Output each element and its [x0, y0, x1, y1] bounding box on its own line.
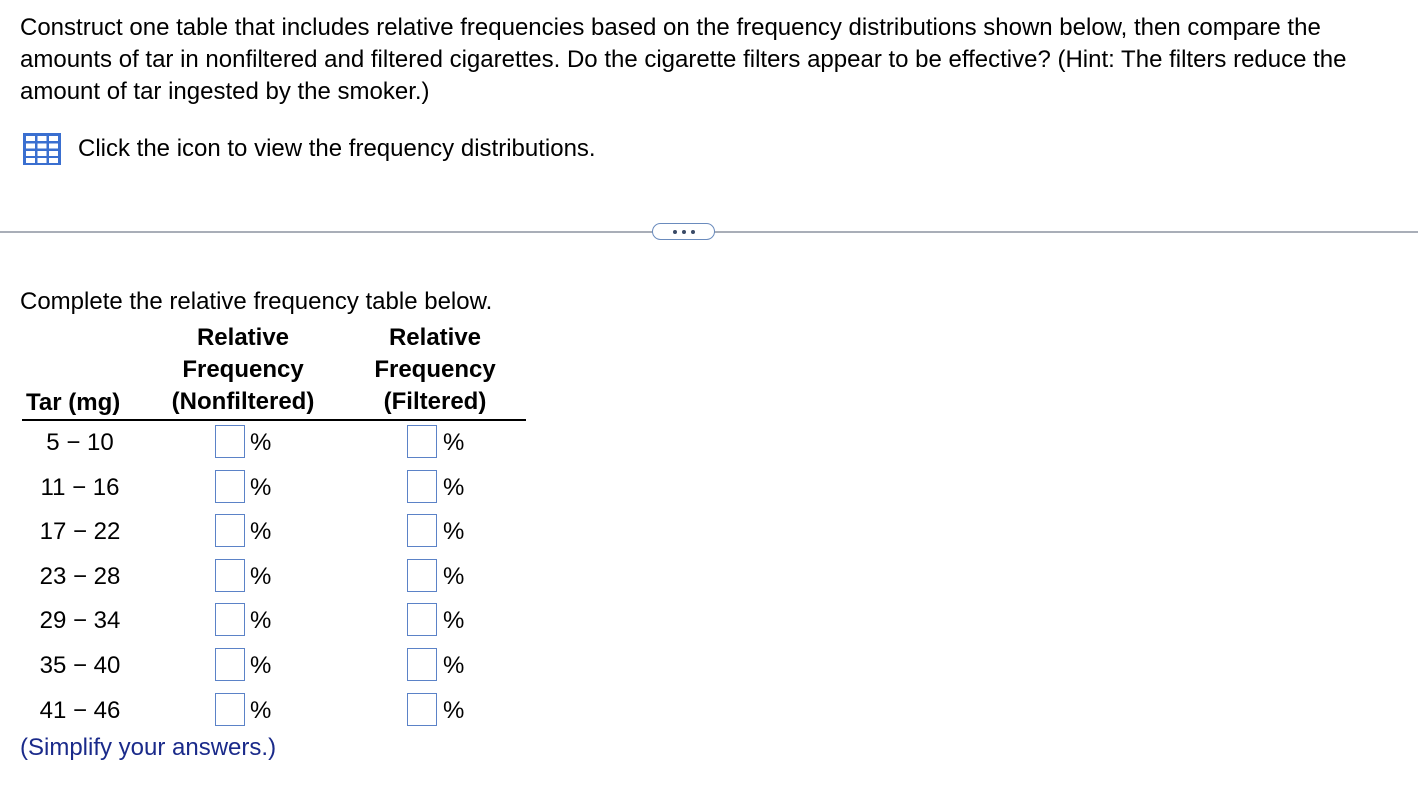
tar-range-label: 11 − 16 — [40, 473, 120, 501]
expand-more-button[interactable] — [652, 223, 715, 240]
percent-sign: % — [250, 518, 272, 546]
percent-sign: % — [443, 607, 465, 635]
simplify-note: (Simplify your answers.) — [20, 734, 277, 761]
nonfiltered-input[interactable] — [215, 603, 245, 636]
percent-sign: % — [443, 429, 465, 456]
filtered-input[interactable] — [407, 693, 437, 726]
percent-sign: % — [250, 473, 272, 501]
tar-range-label: 5 − 10 — [46, 429, 114, 456]
filtered-input[interactable] — [407, 648, 437, 681]
nonfiltered-input[interactable] — [215, 693, 245, 726]
nonfiltered-input[interactable] — [215, 425, 245, 458]
header-rule — [22, 419, 526, 421]
filtered-input[interactable] — [407, 425, 437, 458]
nonfiltered-input[interactable] — [215, 514, 245, 547]
question-text: Construct one table that includes relative frequencies based on the frequency distributions shown below, then compare the amounts of tar in nonfiltered and filtered cigarettes. Do the cigarette filters appear to be effective? (Hint: The filters reduce the amount of tar ingested by the smoker.) — [20, 14, 1347, 105]
filtered-input[interactable] — [407, 470, 437, 503]
nonfiltered-input[interactable] — [215, 470, 245, 503]
percent-sign: % — [250, 607, 272, 635]
percent-sign: % — [443, 562, 465, 590]
tar-range-label: 35 − 40 — [39, 652, 121, 679]
header-tar: Tar (mg) — [26, 389, 121, 416]
tar-range-label: 23 − 28 — [39, 562, 121, 590]
tar-range-label: 17 − 22 — [39, 518, 121, 546]
instruction-text: Complete the relative frequency table below. — [20, 288, 493, 315]
filtered-input[interactable] — [407, 514, 437, 547]
percent-sign: % — [443, 696, 465, 724]
percent-sign: % — [250, 652, 272, 679]
tar-range-label: 29 − 34 — [39, 607, 121, 635]
ellipsis-icon — [673, 230, 677, 234]
percent-sign: % — [443, 652, 465, 679]
view-frequency-distributions-link[interactable] — [22, 132, 596, 166]
percent-sign: % — [443, 518, 465, 546]
percent-sign: % — [250, 696, 272, 724]
filtered-input[interactable] — [407, 603, 437, 636]
filtered-input[interactable] — [407, 559, 437, 592]
tar-range-label: 41 − 46 — [39, 696, 121, 724]
nonfiltered-input[interactable] — [215, 648, 245, 681]
percent-sign: % — [250, 429, 272, 456]
percent-sign: % — [443, 473, 465, 501]
percent-sign: % — [250, 562, 272, 590]
table-grid-icon[interactable] — [22, 132, 62, 166]
nonfiltered-input[interactable] — [215, 559, 245, 592]
header-nonfiltered: Relative Frequency (Nonfiltered) — [171, 324, 315, 415]
header-filtered: Relative Frequency (Filtered) — [374, 324, 496, 415]
view-link-text[interactable]: Click the icon to view the frequency distributions. — [78, 135, 596, 162]
